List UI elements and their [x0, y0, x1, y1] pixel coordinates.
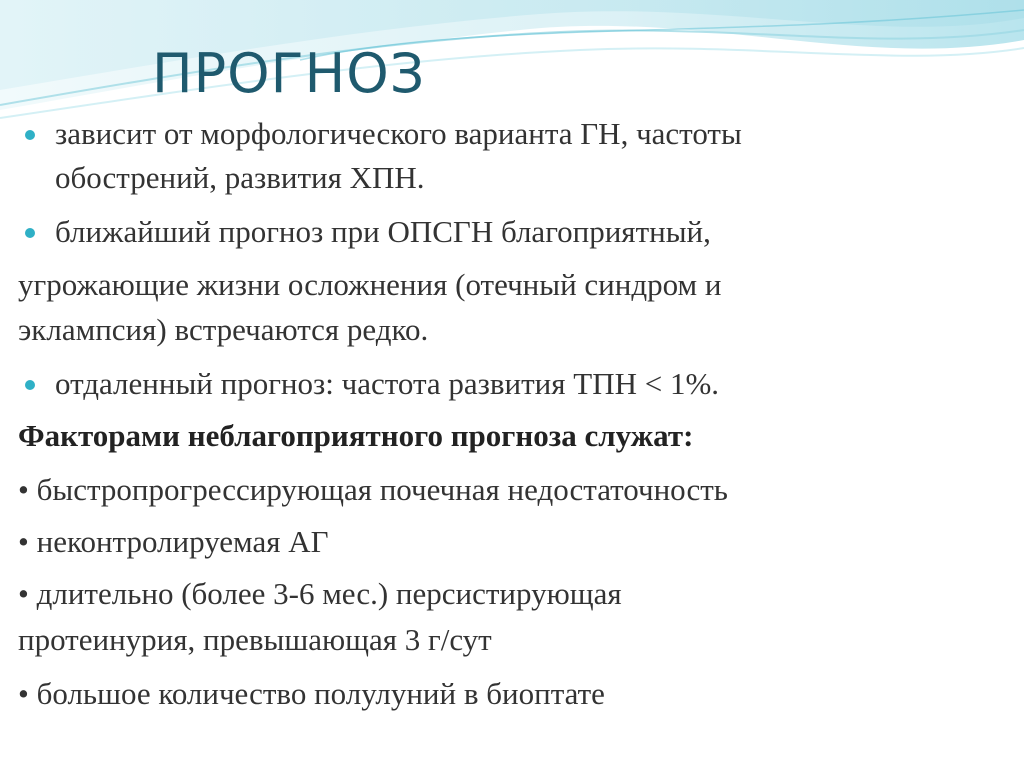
bullet-text: отдаленный прогноз: частота развития ТПН < 1%. [55, 366, 720, 401]
bullet-text: ближайший прогноз при ОПСГН благоприятный, [55, 214, 711, 249]
heading-text: Факторами неблагоприятного прогноза служат: [18, 418, 694, 453]
slide-title: ПРОГНОЗ [152, 42, 426, 105]
teal-bullet-icon [25, 380, 35, 390]
section-heading [18, 416, 693, 456]
teal-bullet-icon [25, 228, 35, 238]
list-item [18, 674, 605, 714]
bullet-text: обострений, развития ХПН. [55, 160, 425, 195]
bullet-item [55, 364, 719, 404]
teal-bullet-icon [25, 130, 35, 140]
body-text: эклампсия) встречаются редко. [18, 312, 429, 347]
list-text: • длительно (более 3-6 мес.) персистирующая [18, 576, 622, 611]
list-text: • неконтролируемая АГ [18, 524, 329, 559]
list-text: • большое количество полулуний в биоптате [18, 676, 605, 711]
bullet-item [55, 212, 711, 252]
text-line [18, 265, 722, 305]
list-item [18, 574, 622, 614]
list-item [18, 522, 329, 562]
bullet-text: зависит от морфологического варианта ГН, частоты [55, 116, 742, 151]
list-item [18, 470, 728, 510]
body-text: угрожающие жизни осложнения (отечный синдром и [18, 267, 722, 302]
text-line [18, 310, 428, 350]
bullet-item [55, 114, 742, 154]
list-text: • быстропрогрессирующая почечная недостаточность [18, 472, 728, 507]
list-item-continuation [18, 620, 492, 660]
bullet-continuation [55, 158, 425, 198]
list-text: протеинурия, превышающая 3 г/сут [18, 622, 492, 657]
